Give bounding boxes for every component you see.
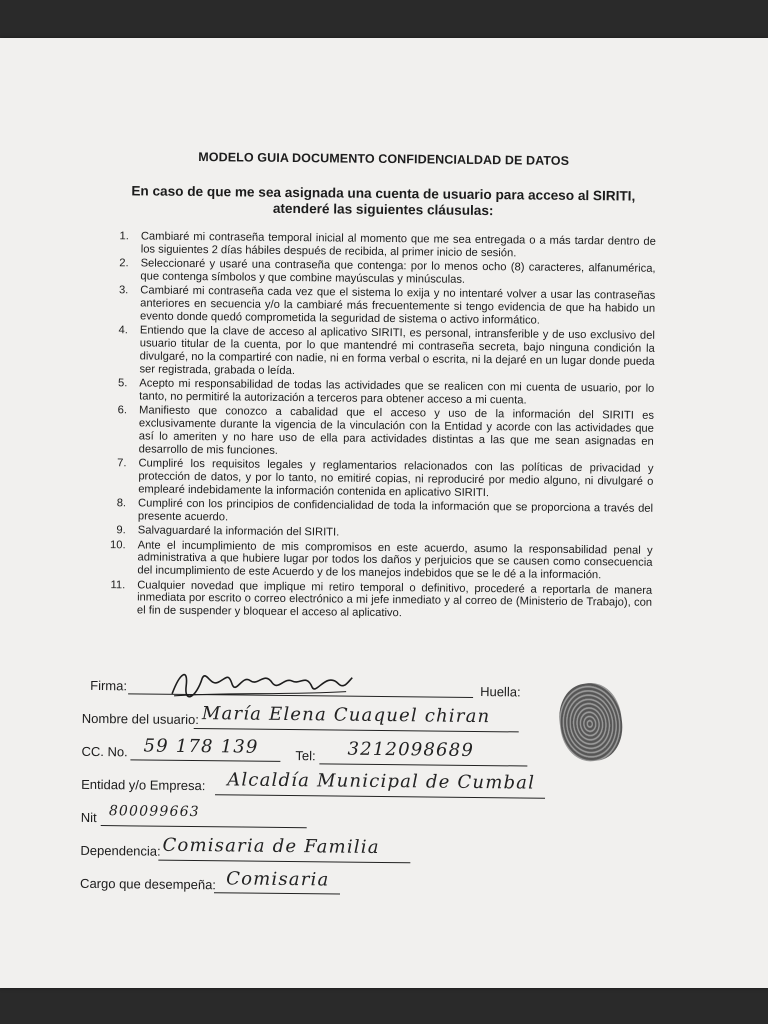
tel-line (319, 763, 527, 766)
clause-item (109, 404, 655, 461)
fingerprint-image (555, 680, 627, 765)
clauses-list (107, 230, 656, 624)
clause-number: 11. (110, 578, 126, 591)
clause-text: Entiendo que la clave de acceso al aplicativo SIRITI, es personal, intransferible y de uso exclusivo del usuario titular de la cuenta, por lo que mantendré mi contraseña secreta, bajo ninguna condición la divulgaré, no la compartiré con nadie, ni en forma verbal o escrita, ni la dejaré en un lugar donde pueda ser registrada, grabada o leída. (139, 324, 655, 378)
cargo-line (214, 892, 340, 894)
clause-text: Cumpliré los requisitos legales y reglamentarios relacionados con las políticas de privacidad y protección de datos, y por lo tanto, no emitiré copias, ni reproduciré por medio alguno, ni divulgaré o emplearé indebidamente la información contenida en aplicativo SIRITI. (138, 457, 654, 500)
clause-number: 3. (118, 284, 129, 297)
clause-number: 4. (118, 324, 128, 337)
clause-text: Ante el incumplimiento de mis compromisos en este acuerdo, asumo la responsabilidad penal y administrativa a que hubiere lugar por todos los daños y perjuicios que se causen como consecuencia del incumplimiento de este Acuerdo y de los manejos indebidos que se le dé a la información. (137, 538, 653, 582)
entidad-line (215, 794, 545, 798)
nit-line (101, 825, 307, 828)
clause-text: Cambiaré mi contraseña cada vez que el sistema lo exija y no intentaré volver a usar las contraseñas anteriores en secuencia y/o la cambiaré más frecuentemente si tengo evidencia de que ha habido un evento donde quedó comprometida la seguridad de sistema o activo informático. (139, 284, 656, 327)
nit-label: Nit (80, 809, 97, 826)
document-subtitle: En caso de que me sea asignada una cuenta de usuario para acceso al SIRITI, atenderé las siguientes cláusulas: (131, 183, 636, 219)
clause-number: 1. (119, 230, 129, 243)
cc-label: CC. No. (81, 743, 128, 760)
clause-number: 8. (116, 497, 127, 510)
clause-text: Cambiaré mi contraseña temporal inicial al momento que me sea entregada o a más tardar dentro de los siguientes 2 días hábiles después de recibida, al primer inicio de sesión. (140, 230, 656, 260)
tel-value: 3212098689 (347, 738, 475, 761)
nombre-line (194, 728, 519, 732)
clause-text: Acepto mi responsabilidad de todas las actividades que se realicen con mi cuenta de usuario, por lo tanto, no permitiré la autorización a terceros para obtener acceso a mi cuenta. (139, 377, 655, 407)
clause-number: 10. (110, 538, 126, 551)
document-title: MODELO GUIA DOCUMENTO CONFIDENCIALDAD DE DATOS (198, 150, 570, 168)
entidad-value: Alcaldía Municipal de Cumbal (227, 769, 536, 794)
cc-line (130, 759, 280, 762)
dependencia-label: Dependencia: (80, 842, 161, 859)
clause-number: 2. (119, 257, 129, 270)
clause-item (109, 324, 655, 381)
nit-value: 800099663 (108, 803, 200, 821)
clause-item (107, 579, 652, 623)
clause-text: Salvaguardaré la información del SIRITI. (137, 524, 340, 539)
clause-number: 6. (117, 404, 128, 417)
clause-text: Manifiesto que conozco a cabalidad que el acceso y uso de la información del SIRITI es exclusivamente durante la vigencia de la vinculación con la Entidad y acorde con las actividades que así lo ameriten y no hare uso de ella para actividades distintas a las que me sean asignadas en desarrollo de mis funciones. (138, 404, 655, 457)
clause-item (110, 257, 655, 289)
clause-item (107, 539, 652, 583)
clause-number: 5. (117, 377, 128, 390)
dependencia-value: Comisaria de Familia (162, 834, 380, 858)
dependencia-line (158, 860, 410, 864)
nombre-label: Nombre del usuario: (81, 710, 199, 728)
clause-item (108, 457, 653, 501)
clause-item (108, 497, 653, 529)
document-content (0, 34, 768, 992)
cargo-label: Cargo que desempeña: (80, 875, 217, 893)
huella-label: Huella: (480, 684, 521, 700)
clause-item (111, 230, 656, 262)
signature-image (166, 664, 356, 706)
clause-number: 9. (116, 524, 126, 537)
cargo-value: Comisaria (226, 868, 330, 891)
clause-text: Cualquier novedad que implique mi retiro temporal o definitivo, procederé a reportarla de manera inmediata por escrito o correo electrónico a mi jefe inmediato y al correo de (Ministerio de Trabajo), con el fin de suspender y bloquear el acceso al aplicativo. (136, 578, 653, 620)
firma-label: Firma: (90, 677, 128, 694)
nombre-value: María Elena Cuaquel chiran (201, 703, 491, 728)
clause-item (110, 284, 655, 328)
clause-text: Cumpliré con los principios de confidencialidad de toda la información que se proporciona a través del presente acuerdo. (137, 497, 654, 524)
tel-label: Tel: (295, 748, 316, 764)
cc-value: 59 178 139 (143, 735, 259, 758)
document-page (0, 38, 768, 988)
clause-number: 7. (117, 457, 127, 470)
clause-item (109, 377, 654, 409)
clause-text: Seleccionaré y usaré una contraseña que contenga: por lo menos ocho (8) caracteres, alfanumérica, que contenga símbolos y que combine mayúsculas y minúsculas. (140, 257, 656, 286)
entidad-label: Entidad y/o Empresa: (81, 776, 206, 794)
